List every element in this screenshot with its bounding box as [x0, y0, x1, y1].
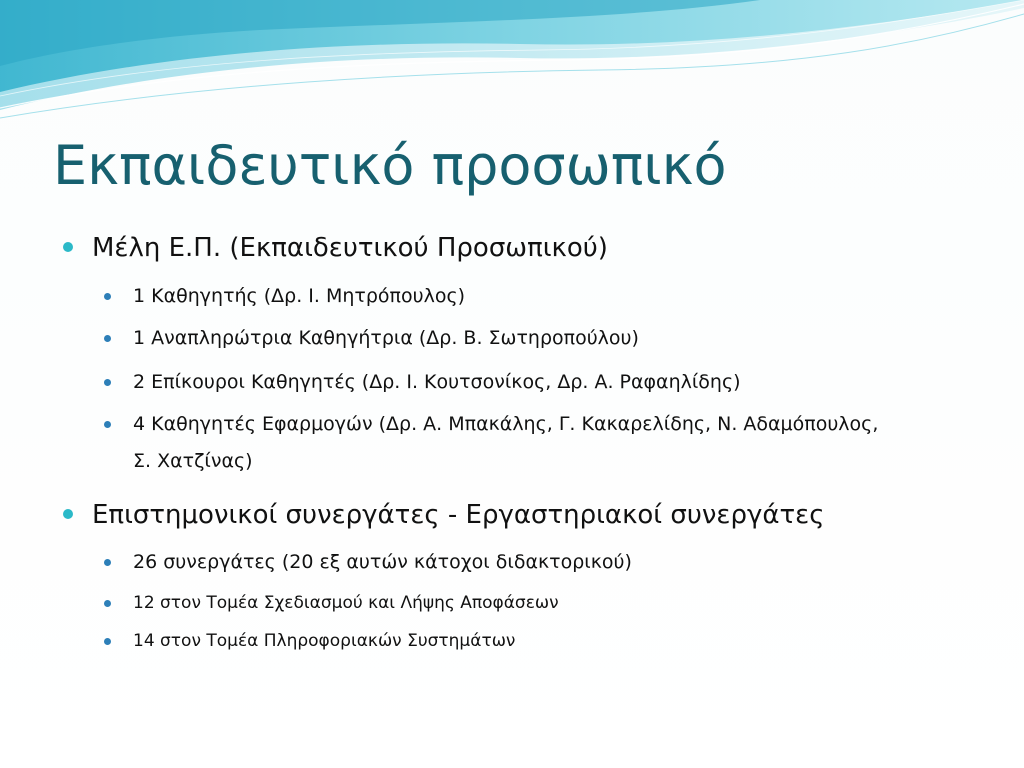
bullet-dot-icon [104, 421, 111, 428]
list-item-text: 14 στον Τομέα Πληροφοριακών Συστημάτων [133, 631, 516, 651]
decorative-wave-banner [0, 0, 1024, 140]
bullet-dot-icon [63, 509, 73, 519]
bullet-dot-icon [104, 293, 111, 300]
list-item-text: 2 Επίκουροι Καθηγητές (Δρ. Ι. Κουτσονίκος, Δρ. Α. Ραφαηλίδης) [133, 371, 741, 393]
list-item-text: 12 στον Τομέα Σχεδιασμού και Λήψης Αποφάσεων [133, 593, 559, 613]
bullet-dot-icon [104, 559, 111, 566]
bullet-text: Επιστημονικοί συνεργάτες - Εργαστηριακοί συνεργάτες [92, 500, 825, 530]
bullet-dot-icon [104, 379, 111, 386]
list-item-text: 1 Καθηγητής (Δρ. Ι. Μητρόπουλος) [133, 285, 466, 307]
bullet-dot-icon [104, 335, 111, 342]
list-item-text: 26 συνεργάτες (20 εξ αυτών κάτοχοι διδακτορικού) [133, 551, 632, 573]
slide-title: Εκπαιδευτικό προσωπικό [53, 134, 727, 197]
list-item-text: Σ. Χατζίνας) [133, 450, 253, 472]
list-item-text: 1 Αναπληρώτρια Καθηγήτρια (Δρ. Β. Σωτηροπούλου) [133, 327, 639, 349]
bullet-dot-icon [104, 638, 111, 645]
bullet-text: Μέλη Ε.Π. (Εκπαιδευτικού Προσωπικού) [92, 233, 608, 263]
bullet-dot-icon [104, 600, 111, 607]
bullet-dot-icon [63, 242, 73, 252]
list-item-text: 4 Καθηγητές Εφαρμογών (Δρ. Α. Μπακάλης, Γ. Κακαρελίδης, Ν. Αδαμόπουλος, [133, 413, 879, 435]
